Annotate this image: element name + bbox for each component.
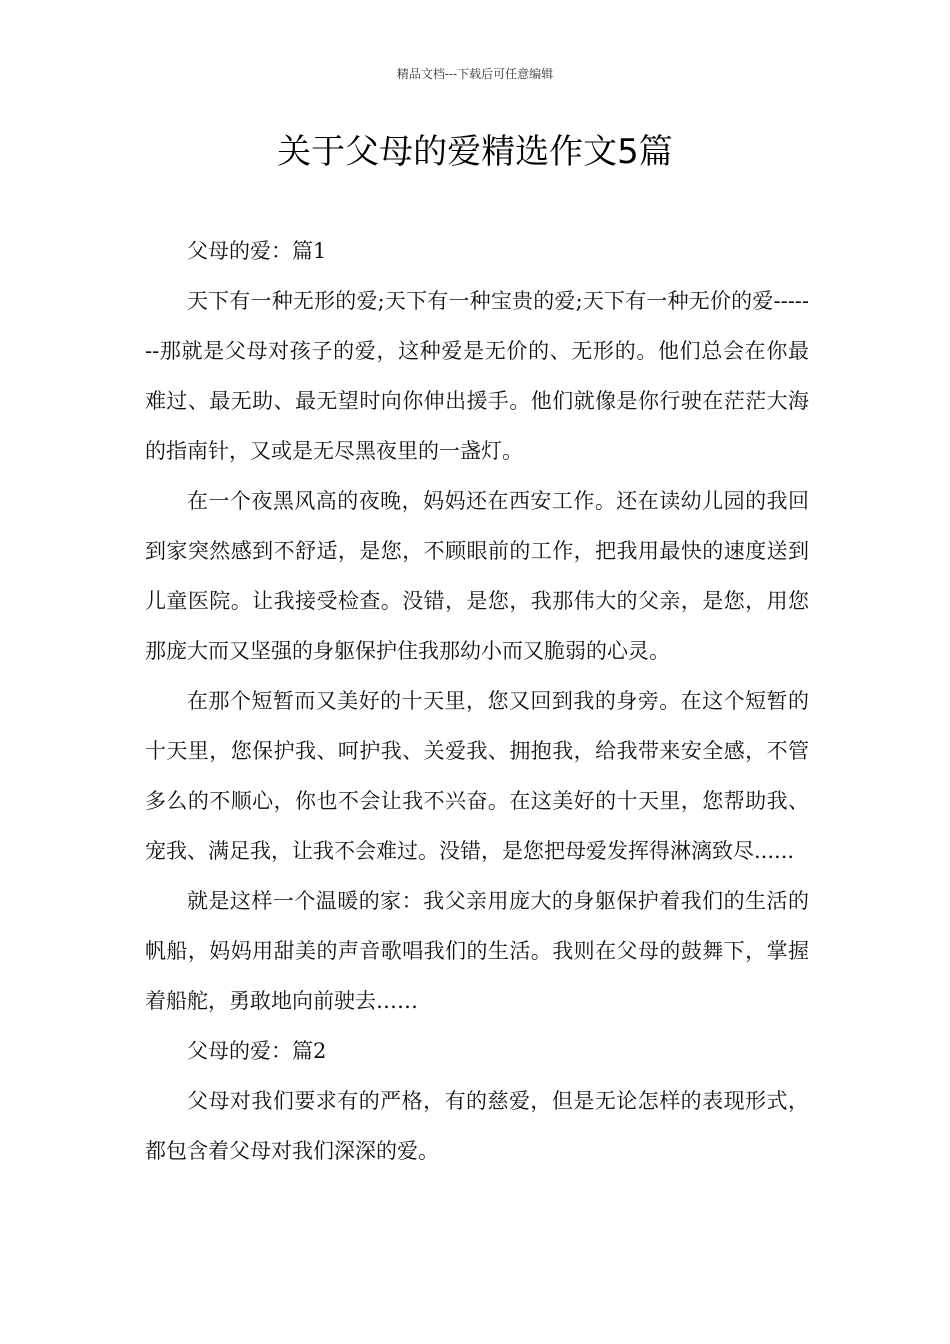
paragraph: 父母对我们要求有的严格，有的慈爱，但是无论怎样的表现形式，都包含着父母对我们深深的爱。	[145, 1089, 809, 1163]
header-note: 精品文档---下载后可任意编辑	[396, 67, 554, 81]
document-title: 关于父母的爱精选作文5篇	[277, 132, 673, 172]
paragraph: 在那个短暂而又美好的十天里，您又回到我的身旁。在这个短暂的十天里，您保护我、呵护我、关爱我、拥抱我，给我带来安全感，不管多么的不顺心，你也不会让我不兴奋。在这美好的十天里，您帮助我、宠我、满足我，让我不会难过。没错，是您把母爱发挥得淋漓致尽......	[145, 689, 809, 863]
paragraph: 就是这样一个温暖的家：我父亲用庞大的身躯保护着我们的生活的帆船，妈妈用甜美的声音歌唱我们的生活。我则在父母的鼓舞下，掌握着船舵，勇敢地向前驶去……	[145, 889, 809, 1013]
paragraph: 天下有一种无形的爱;天下有一种宝贵的爱;天下有一种无价的爱-------那就是父母对孩子的爱，这种爱是无价的、无形的。他们总会在你最难过、最无助、最无望时向你伸出援手。他们就像是你行驶在茫茫大海的指南针，又或是无尽黑夜里的一盏灯。	[145, 289, 809, 463]
section-heading-2: 父母的爱：篇2	[187, 1039, 327, 1063]
section-heading-1: 父母的爱：篇1	[187, 239, 327, 263]
document-body	[145, 226, 809, 1176]
paragraph: 在一个夜黑风高的夜晚，妈妈还在西安工作。还在读幼儿园的我回到家突然感到不舒适，是您，不顾眼前的工作，把我用最快的速度送到儿童医院。让我接受检查。没错，是您，我那伟大的父亲，是您，用您那庞大而又坚强的身躯保护住我那幼小而又脆弱的心灵。	[145, 489, 809, 663]
